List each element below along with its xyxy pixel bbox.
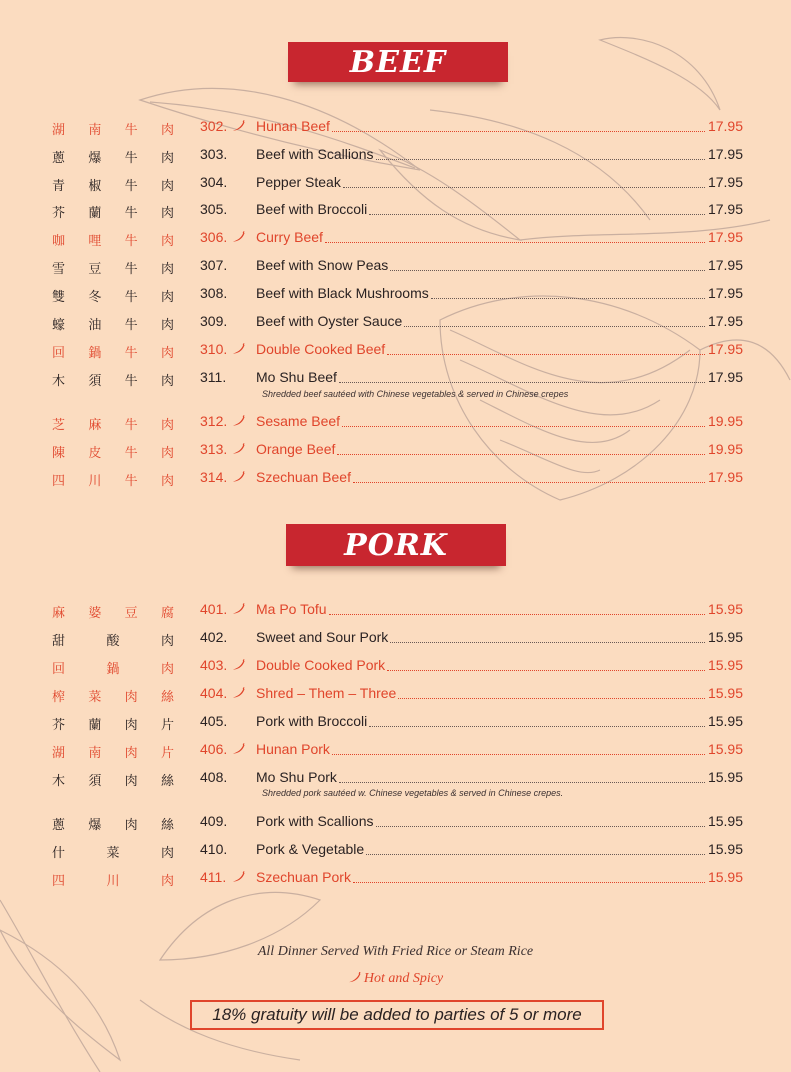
chinese-character: 皮 [88,446,102,461]
chinese-character: 肉 [160,318,174,333]
chinese-character: 肉 [160,418,174,433]
item-price: 17.95 [707,201,743,217]
chili-pepper-icon [232,870,246,884]
dot-leader [387,670,705,671]
chinese-character: 牛 [124,346,138,361]
chinese-character: 冬 [88,290,102,305]
dot-leader [353,482,705,483]
chinese-character: 須 [88,374,102,389]
chinese-character: 絲 [160,690,174,705]
beef-section-banner: BEEF [288,42,508,82]
item-price: 17.95 [707,313,743,329]
dish-name: Mo Shu Beef [256,369,337,385]
chinese-character: 肉 [124,690,138,705]
chili-pepper-icon [232,686,246,700]
chili-pepper-icon [232,742,246,756]
item-number: 314. [200,469,228,485]
dot-leader [431,298,705,299]
dot-leader [387,354,705,355]
chinese-character: 婆 [88,606,102,621]
item-number: 410. [200,841,228,857]
dot-leader [343,187,705,188]
chinese-character: 菜 [106,846,120,861]
dot-leader [376,826,705,827]
chinese-character: 肉 [124,818,138,833]
menu-item-row [0,839,791,863]
chinese-character: 腐 [160,606,174,621]
chinese-character: 牛 [124,206,138,221]
chinese-character: 肉 [124,718,138,733]
chili-pepper-icon [232,602,246,616]
dish-name: Beef with Broccoli [256,201,368,217]
chinese-dish-name [52,842,174,861]
chinese-dish-name [52,714,174,733]
menu-item-row [0,811,791,835]
chinese-dish-name [52,258,174,277]
item-price: 19.95 [707,441,743,457]
item-price: 19.95 [707,413,743,429]
item-price: 15.95 [707,869,743,885]
dish-name: Double Cooked Pork [256,657,386,673]
chinese-character: 鍋 [88,346,102,361]
dot-leader [339,382,705,383]
item-number: 310. [200,341,228,357]
menu-item-row [0,411,791,435]
chinese-character: 肉 [160,179,174,194]
chinese-character: 陳 [52,446,66,461]
dish-name: Szechuan Pork [256,869,351,885]
chinese-character: 木 [52,374,66,389]
chinese-dish-name [52,686,174,705]
chinese-dish-name [52,147,174,166]
chinese-character: 雙 [52,290,66,305]
item-number: 405. [200,713,228,729]
chili-pepper-icon [232,470,246,484]
menu-item-row [0,227,791,251]
chili-pepper-icon [232,119,246,133]
dish-name: Orange Beef [256,441,336,457]
chinese-dish-name [52,342,174,361]
menu-item-row [0,339,791,363]
dot-leader [390,270,705,271]
item-number: 408. [200,769,228,785]
item-number: 402. [200,629,228,645]
dot-leader [404,326,705,327]
chinese-character: 哩 [88,234,102,249]
item-price: 15.95 [707,713,743,729]
chinese-character: 肉 [160,123,174,138]
dish-name: Mo Shu Pork [256,769,337,785]
item-number: 313. [200,441,228,457]
item-price: 17.95 [707,229,743,245]
item-price: 15.95 [707,601,743,617]
rice-note: All Dinner Served With Fried Rice or Steam Rice [257,944,534,959]
dot-leader [329,614,705,615]
item-price: 15.95 [707,813,743,829]
item-number: 303. [200,146,228,162]
chinese-character: 湖 [52,746,66,761]
item-number: 406. [200,741,228,757]
chinese-character: 豆 [124,606,138,621]
dish-name: Pepper Steak [256,174,341,190]
dot-leader [342,426,705,427]
dot-leader [390,642,705,643]
chinese-character: 肉 [160,234,174,249]
chinese-character: 牛 [124,374,138,389]
chinese-character: 絲 [160,818,174,833]
chinese-character: 牛 [124,262,138,277]
chinese-character: 川 [106,874,120,889]
chinese-character: 甜 [52,634,66,649]
chinese-character: 絲 [160,774,174,789]
chinese-character: 四 [52,474,66,489]
chinese-dish-name [52,770,174,789]
item-number: 308. [200,285,228,301]
chinese-character: 南 [88,123,102,138]
item-description: Shredded pork sautéed w. Chinese vegetables & served in Chinese crepes. [262,788,564,798]
chinese-character: 肉 [160,374,174,389]
dish-name: Beef with Snow Peas [256,257,389,273]
chinese-character: 牛 [124,474,138,489]
chinese-character: 牛 [124,318,138,333]
menu-item-row [0,144,791,168]
chinese-character: 肉 [160,634,174,649]
chinese-character: 牛 [124,446,138,461]
menu-item-row [0,199,791,223]
chili-pepper-icon [232,230,246,244]
dish-name: Sweet and Sour Pork [256,629,389,645]
dish-name: Pork with Scallions [256,813,374,829]
chinese-character: 豆 [88,262,102,277]
chinese-character: 雪 [52,262,66,277]
menu-item-row [0,311,791,335]
chinese-character: 須 [88,774,102,789]
dish-name: Ma Po Tofu [256,601,327,617]
chinese-character: 蠔 [52,318,66,333]
item-number: 306. [200,229,228,245]
dot-leader [376,159,705,160]
chinese-character: 肉 [160,874,174,889]
chinese-character: 蔥 [52,151,66,166]
chili-pepper-icon [232,442,246,456]
chinese-dish-name [52,470,174,489]
chinese-character: 南 [88,746,102,761]
item-price: 15.95 [707,741,743,757]
item-number: 305. [200,201,228,217]
menu-item-row [0,867,791,891]
dish-name: Beef with Black Mushrooms [256,285,429,301]
chinese-character: 榨 [52,690,66,705]
chinese-dish-name [52,286,174,305]
menu-item-row [0,283,791,307]
dish-name: Sesame Beef [256,413,341,429]
item-number: 401. [200,601,228,617]
dish-name: Pork & Vegetable [256,841,365,857]
chinese-character: 芥 [52,206,66,221]
chinese-dish-name [52,370,174,389]
dot-leader [332,754,705,755]
dish-name: Hunan Pork [256,741,330,757]
item-price: 15.95 [707,629,743,645]
menu-item-row [0,599,791,623]
chinese-dish-name [52,442,174,461]
chinese-character: 酸 [106,634,120,649]
chinese-character: 牛 [124,151,138,166]
chili-pepper-icon [232,658,246,672]
menu-item-row [0,627,791,651]
item-price: 15.95 [707,769,743,785]
dish-name: Hunan Beef [256,118,330,134]
spicy-legend-label: Hot and Spicy [363,971,444,986]
chinese-dish-name [52,414,174,433]
dot-leader [353,882,705,883]
chili-pepper-icon [232,342,246,356]
item-number: 311. [200,369,227,385]
dish-name: Beef with Oyster Sauce [256,313,403,329]
chinese-character: 四 [52,874,66,889]
chinese-dish-name [52,314,174,333]
item-number: 411. [200,869,227,885]
menu-item-row [0,116,791,140]
menu-item-row [0,467,791,491]
item-price: 17.95 [707,285,743,301]
dot-leader [369,726,705,727]
dish-name: Shred – Them – Three [256,685,397,701]
chinese-character: 蔥 [52,818,66,833]
item-price: 17.95 [707,469,743,485]
menu-item-row [0,255,791,279]
chinese-character: 回 [52,346,66,361]
chinese-character: 牛 [124,123,138,138]
chinese-character: 青 [52,179,66,194]
dot-leader [332,131,705,132]
chinese-character: 肉 [160,346,174,361]
item-number: 302. [200,118,228,134]
chinese-character: 肉 [160,151,174,166]
chinese-character: 牛 [124,290,138,305]
dot-leader [398,698,705,699]
chinese-dish-name [52,175,174,194]
chinese-character: 肉 [124,774,138,789]
item-price: 17.95 [707,369,743,385]
dot-leader [366,854,705,855]
chinese-dish-name [52,814,174,833]
dish-name: Curry Beef [256,229,323,245]
dot-leader [325,242,705,243]
chinese-dish-name [52,119,174,138]
chinese-character: 肉 [160,662,174,677]
chinese-dish-name [52,202,174,221]
dot-leader [337,454,705,455]
chinese-character: 芝 [52,418,66,433]
item-number: 307. [200,257,228,273]
chinese-character: 肉 [160,474,174,489]
chinese-character: 回 [52,662,66,677]
pork-section-banner: PORK [286,524,506,566]
chinese-character: 爆 [88,818,102,833]
chinese-character: 牛 [124,234,138,249]
chinese-character: 鍋 [106,662,120,677]
gratuity-notice: 18% gratuity will be added to parties of 5 or more [190,1000,604,1030]
chinese-character: 木 [52,774,66,789]
chinese-character: 蘭 [88,206,102,221]
chinese-character: 肉 [160,446,174,461]
menu-item-row [0,739,791,763]
chinese-dish-name [52,870,174,889]
chinese-character: 片 [160,718,174,733]
item-description: Shredded beef sautéed with Chinese vegetables & served in Chinese crepes [262,389,569,399]
item-price: 17.95 [707,118,743,134]
chili-pepper-icon [348,972,361,983]
chinese-character: 菜 [88,690,102,705]
chinese-character: 什 [52,846,66,861]
chinese-character: 爆 [88,151,102,166]
chinese-character: 肉 [160,290,174,305]
item-price: 17.95 [707,174,743,190]
item-price: 17.95 [707,146,743,162]
chinese-character: 麻 [88,418,102,433]
chinese-character: 川 [88,474,102,489]
dot-leader [339,782,705,783]
item-price: 17.95 [707,341,743,357]
chinese-dish-name [52,630,174,649]
chinese-character: 肉 [160,262,174,277]
dot-leader [369,214,705,215]
chinese-character: 肉 [124,746,138,761]
item-number: 304. [200,174,228,190]
chinese-character: 油 [88,318,102,333]
item-number: 312. [200,413,228,429]
chinese-dish-name [52,602,174,621]
menu-item-row [0,367,791,391]
menu-item-row [0,655,791,679]
menu-item-row [0,172,791,196]
item-price: 17.95 [707,257,743,273]
item-number: 404. [200,685,228,701]
chinese-character: 片 [160,746,174,761]
item-number: 403. [200,657,228,673]
menu-item-row [0,683,791,707]
item-price: 15.95 [707,657,743,673]
chinese-character: 麻 [52,606,66,621]
dish-name: Beef with Scallions [256,146,374,162]
chinese-character: 牛 [124,418,138,433]
chili-pepper-icon [232,414,246,428]
chinese-character: 肉 [160,846,174,861]
spicy-legend [0,971,791,987]
menu-item-row [0,439,791,463]
chinese-character: 椒 [88,179,102,194]
item-number: 409. [200,813,228,829]
item-price: 15.95 [707,841,743,857]
item-price: 15.95 [707,685,743,701]
chinese-dish-name [52,658,174,677]
item-number: 309. [200,313,228,329]
chinese-character: 湖 [52,123,66,138]
chinese-character: 芥 [52,718,66,733]
chinese-dish-name [52,230,174,249]
dish-name: Double Cooked Beef [256,341,386,357]
chinese-dish-name [52,742,174,761]
chinese-character: 咖 [52,234,66,249]
dish-name: Pork with Broccoli [256,713,368,729]
menu-item-row [0,711,791,735]
chinese-character: 肉 [160,206,174,221]
dish-name: Szechuan Beef [256,469,351,485]
chinese-character: 牛 [124,179,138,194]
chinese-character: 蘭 [88,718,102,733]
